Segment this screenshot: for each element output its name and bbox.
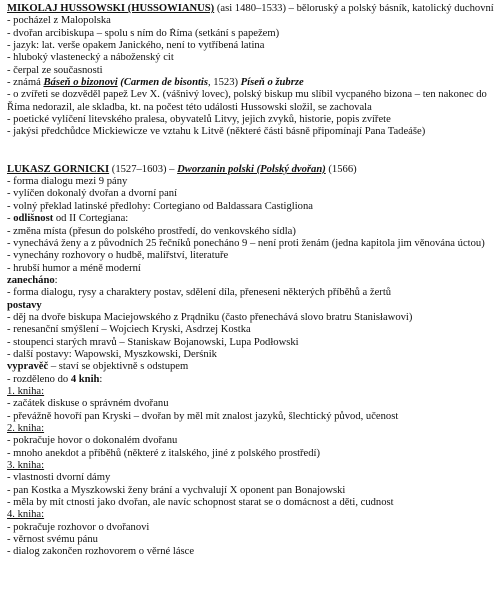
work-title-alt: Píseň o žubrze [240, 77, 304, 89]
zanechano-colon: : [54, 274, 58, 286]
list-item: - jazyk: lat. verše opakem Janického, není to vytříbená latina [7, 40, 265, 52]
list-item: - jakýsi předchůdce Mickiewicze ve vztahu k Litvě (některé části básně připomínají Pana Tadeáše) [7, 126, 426, 138]
zanechano-heading [7, 275, 496, 287]
book-heading-1: 1. kniha: [7, 385, 45, 397]
postavy-heading: postavy [7, 299, 42, 311]
rozdeleno-prefix: - rozděleno do [7, 373, 71, 385]
list-item: - děj na dvoře biskupa Maciejowského z Prądniku (často přenechává slovo bratru Stanisławovi) [7, 311, 413, 323]
list-item: - začátek diskuse o správném dvořanu [7, 398, 169, 410]
list-item: - hrubší humor a méně moderní [7, 262, 141, 274]
rozdeleno-line [7, 374, 496, 386]
author-heading [7, 164, 496, 176]
book-heading-3: 3. kniha: [7, 460, 45, 472]
vypravec-rest: – staví se objektivně s odstupem [48, 361, 189, 373]
list-item: - renesanční smýšlení – Wojciech Kryski, Asdrzej Kostka [7, 324, 251, 336]
section-gornicki [7, 164, 496, 559]
known-prefix: - známá [7, 77, 44, 89]
list-item: - další postavy: Wapowski, Myszkowski, Derśnik [7, 348, 217, 360]
list-item: - pan Kostka a Myszkowski ženy brání a vychvalují X oponent pan Bonajowski [7, 484, 346, 496]
section-spacer [7, 139, 496, 164]
zanechano-label: zanecháno [7, 274, 55, 286]
book-heading-4: 4. kniha: [7, 509, 45, 521]
work-year: , 1523) [208, 77, 241, 89]
list-item: - převážně hovoří pan Kryski – dvořan by měl mít znalost jazyků, šlechtický původ, učenost [7, 410, 399, 422]
author-name: LUKASZ GÓRNICKI [7, 163, 110, 175]
odlisnost-line [7, 213, 496, 225]
work-title: Báseň o bizonovi [43, 77, 118, 89]
list-item: - stoupenci starých mravů – Staniskaw Bojanowski, Lupa Podłowski [7, 336, 299, 348]
vypravec-label: vypravěč [7, 361, 49, 373]
author-dates: (1527–1603) – [109, 163, 178, 175]
odlisnost-label: odlišnost [13, 213, 54, 225]
author-heading [7, 3, 496, 15]
list-item: - dialog zakončen rozhovorem o věrné lásce [7, 546, 195, 558]
rozdeleno-suffix: : [99, 373, 103, 385]
list-item: - forma dialogu, rysy a charaktery postav, sdělení díla, přeneseni některých příběhů a žertů [7, 287, 392, 299]
list-item: - vynechává ženy a z původních 25 řečníků ponecháno 9 – není proti ženám (jedna kapitola jim věnována úctou) [7, 237, 485, 249]
list-item: - poetické vylíčení litevského pralesa, obyvatelů Litvy, jejich zvyků, historie, popis zvířete [7, 114, 391, 126]
list-item: - pokračuje rozhovor o dvořanovi [7, 521, 150, 533]
vypravec-line [7, 361, 496, 373]
list-item: - měla by mít ctnosti jako dvořan, ale navíc schopnost starat se o domácnost a děti, cudnost [7, 497, 394, 509]
work-title: Dworzanin polski (Polský dvořan) [177, 163, 326, 175]
section-hussowski [7, 3, 496, 139]
author-dates: (asi 1480–1533) – běloruský a polský básník, katolický duchovní [214, 3, 494, 14]
list-item: - vynechány rozhovory o hudbě, malířství, literatuře [7, 250, 229, 262]
list-item: - mnoho anekdot a příběhů (některé z italského, jiné z polského prostředí) [7, 447, 321, 459]
list-item: - pocházel z Malopolska [7, 15, 111, 27]
list-item: - změna místa (přesun do polského prostředí, do venkovského sídla) [7, 225, 296, 237]
work-year: (1566) [325, 163, 357, 175]
work-latin-title: (Carmen de bisontis [117, 77, 208, 89]
list-item: - čerpal ze současnosti [7, 64, 103, 76]
odlisnost-prefix: - [7, 213, 14, 225]
known-works-line [7, 77, 496, 89]
list-item: - dvořan arcibiskupa – spolu s ním do Říma (setkání s papežem) [7, 27, 280, 39]
book-heading-2: 2. kniha: [7, 423, 45, 434]
list-item: - pokračuje hovor o dokonalém dvořanu [7, 435, 178, 447]
list-item: - věrnost svému pánu [7, 534, 98, 546]
list-item: - o zvířeti se dozvěděl papež Lev X. (vášnivý lovec), polský biskup mu slíbil vycpaného bizona – ten nakonec do Říma nedorazil, ale skladba, kt. na počest této události Hussowski složil, se zachovala [7, 89, 487, 113]
book-count: 4 knih [70, 373, 100, 385]
odlisnost-rest: od II Cortegiana: [53, 213, 129, 225]
list-item: - vylíčen dokonalý dvořan a dvorní paní [7, 188, 178, 200]
list-item: - forma dialogu mezi 9 pány [7, 176, 128, 188]
list-item: - vlastnosti dvorní dámy [7, 472, 111, 484]
author-name: MIKOLAJ HUSSOWSKI (HUSSOWIANUS) [7, 3, 215, 14]
list-item: - hluboký vlastenecký a náboženský cit [7, 52, 174, 64]
list-item: - volný překlad latinské předlohy: Cortegiano od Baldassara Castigliona [7, 200, 313, 212]
